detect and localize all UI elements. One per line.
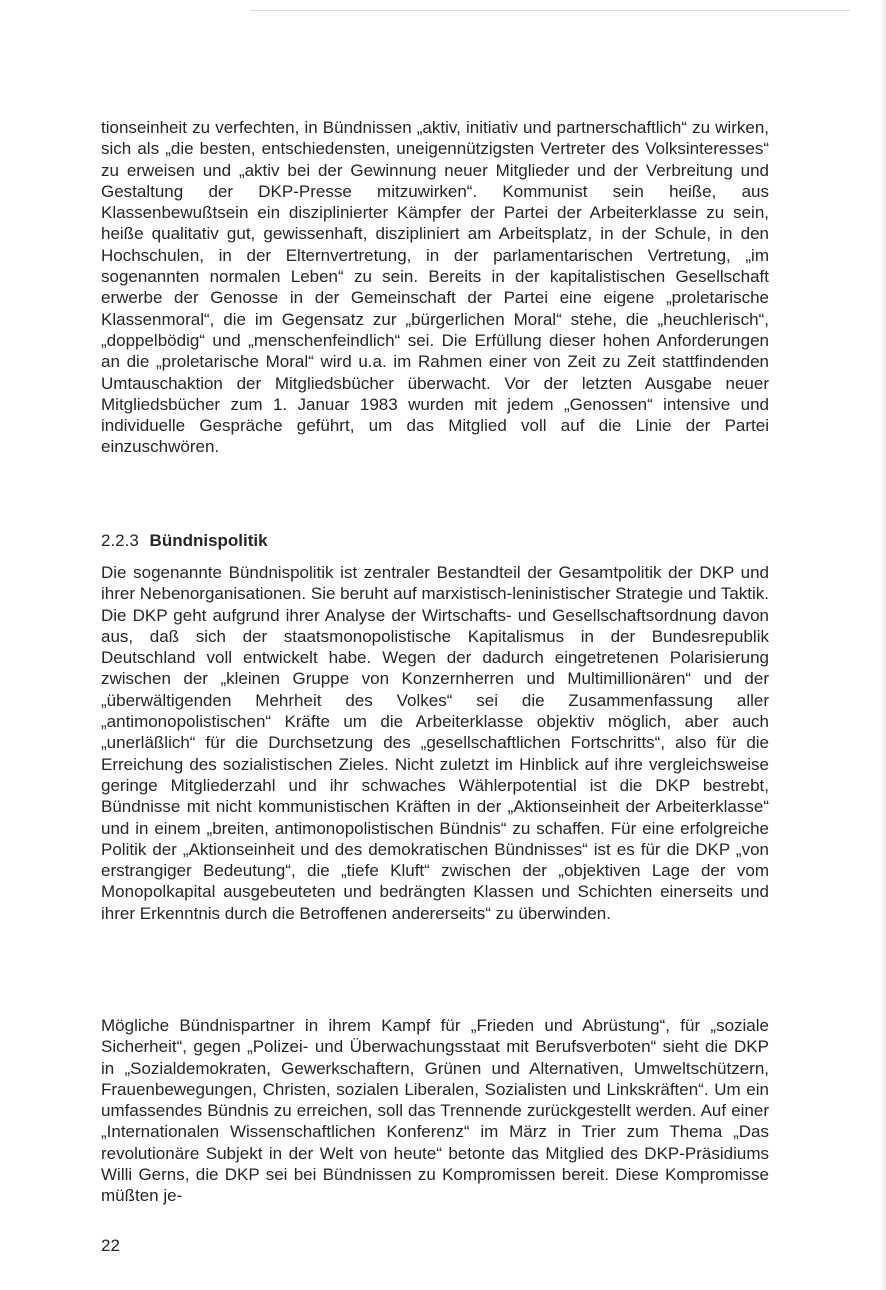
section-heading: [101, 530, 268, 551]
paragraph-1: tionseinheit zu verfechten, in Bündnissen „aktiv, initiativ und partnerschaftlich“ zu wirken, sich als „die besten, entschiedensten, uneigennützigsten Vertreter des Volksinteresses“ zu erweisen und „aktiv bei der Gewinnung neuer Mitglieder und der Verbreitung und Gestaltung der DKP-Presse mitzuwirken“. Kommunist sein heiße, aus Klassenbewußtsein ein disziplinierter Kämpfer der Partei der Arbeiterklasse zu sein, heiße qualitativ gut, gewissenhaft, diszipliniert am Arbeitsplatz, in der Schule, in den Hochschulen, in der Elternvertretung, in der parlamentarischen Vertretung, „im sogenannten normalen Leben“ zu sein. Bereits in der kapitalistischen Gesellschaft erwerbe der Genosse in der Gemeinschaft der Partei eine eigene „proletarische Klassenmoral“, die im Gegensatz zur „bürgerlichen Moral“ stehe, die „heuchlerisch“, „doppelbödig“ und „menschenfeindlich“ sei. Die Erfüllung dieser hohen Anforderungen an die „proletarische Moral“ wird u.a. im Rahmen einer von Zeit zu Zeit stattfindenden Umtauschaktion der Mitgliedsbücher überwacht. Vor der letzten Ausgabe neuer Mitgliedsbücher zum 1. Januar 1983 wurden mit jedem „Genossen“ intensive und individuelle Gespräche geführt, um das Mitglied voll auf die Linie der Partei einzuschwören.: [101, 118, 769, 457]
section-title: Bündnispolitik: [149, 531, 268, 550]
page-number: 22: [101, 1236, 120, 1255]
paragraph-3: Mögliche Bündnispartner in ihrem Kampf für „Frieden und Abrüstung“, für „soziale Sicherheit“, gegen „Polizei- und Überwachungsstaat mit Berufsverboten“ sieht die DKP in „Sozialdemokraten, Gewerkschaftern, Grünen und Alternativen, Umweltschützern, Frauenbewegungen, Christen, sozialen Liberalen, Sozialisten und Linkskräften“. Um ein umfassendes Bündnis zu erreichen, soll das Trennende zurückgestellt werden. Auf einer „Internationalen Wissenschaftlichen Konferenz“ im März in Trier zum Thema „Das revolutionäre Subjekt in der Welt von heute“ betonte das Mitglied des DKP-Präsidiums Willi Gerns, die DKP sei bei Bündnissen zu Kompromissen bereit. Diese Kompromisse müßten je-: [101, 1016, 769, 1206]
section-number: 2.2.3: [101, 531, 139, 550]
scan-edge-line: [250, 10, 850, 11]
paragraph-2: Die sogenannte Bündnispolitik ist zentraler Bestandteil der Gesamtpolitik der DKP und ihrer Nebenorganisationen. Sie beruht auf marxistisch-leninistischer Strategie und Taktik. Die DKP geht aufgrund ihrer Analyse der Wirtschafts- und Gesellschaftsordnung davon aus, daß sich der staatsmonopolistische Kapitalismus in der Bundesrepublik Deutschland voll entwickelt habe. Wegen der dadurch eingetretenen Polarisierung zwischen der „kleinen Gruppe von Konzernherren und Multimillionären“ und der „überwältigenden Mehrheit des Volkes“ sei die Zusammenfassung aller „antimonopolistischen“ Kräfte um die Arbeiterklasse objektiv möglich, aber auch „unerläßlich“ für die Durchsetzung des „gesellschaftlichen Fortschritts“, also für die Erreichung des sozialistischen Zieles. Nicht zuletzt im Hinblick auf ihre vergleichsweise geringe Mitgliederzahl und ihr schwaches Wählerpotential ist die DKP bestrebt, Bündnisse mit nicht kommunistischen Kräften in der „Aktionseinheit der Arbeiterklasse“ und in einem „breiten, antimonopolistischen Bündnis“ zu schaffen. Für eine erfolgreiche Politik der „Aktionseinheit und des demokratischen Bündnisses“ ist es für die DKP „von erstrangiger Bedeutung“, die „tiefe Kluft“ zwischen der „objektiven Lage der vom Monopolkapital ausgebeuteten und bedrängten Klassen und Schichten einerseits und ihrer Erkenntnis durch die Betroffenen andererseits“ zu überwinden.: [101, 563, 769, 923]
page-edge-shadow: [880, 0, 886, 1290]
